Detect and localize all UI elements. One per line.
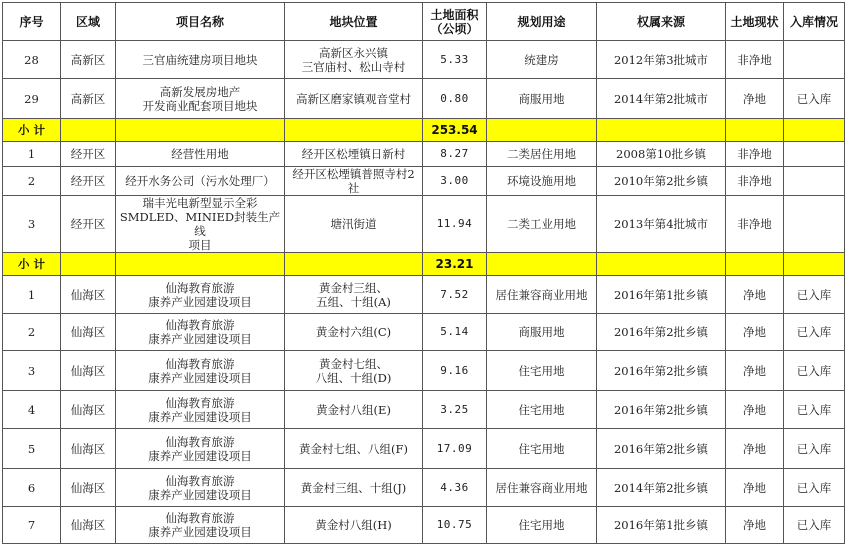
- table-row: [3, 167, 845, 196]
- table-row: [3, 391, 845, 429]
- cell-district: 仙海区: [61, 391, 116, 429]
- header-row: [3, 3, 845, 41]
- cell-location: 黄金村三组、十组(J): [285, 469, 423, 507]
- cell-storage-status: 已入库: [784, 351, 845, 391]
- cell-planned-use: [487, 253, 597, 276]
- cell-planned-use: 住宅用地: [487, 391, 597, 429]
- cell-serial: 6: [3, 469, 61, 507]
- cell-ownership-source: 2014年第2批乡镇: [597, 469, 726, 507]
- cell-planned-use: 住宅用地: [487, 351, 597, 391]
- cell-land-status: 非净地: [726, 41, 784, 79]
- cell-project-name: 高新发展房地产 开发商业配套项目地块: [116, 79, 285, 119]
- cell-serial: 29: [3, 79, 61, 119]
- cell-storage-status: [784, 142, 845, 167]
- cell-storage-status: 已入库: [784, 276, 845, 314]
- cell-project-name: 仙海教育旅游 康养产业园建设项目: [116, 507, 285, 544]
- cell-area: 3.25: [423, 391, 487, 429]
- cell-district: 仙海区: [61, 507, 116, 544]
- cell-area: 11.94: [423, 196, 487, 253]
- cell-project-name: 仙海教育旅游 康养产业园建设项目: [116, 391, 285, 429]
- cell-land-status: 净地: [726, 351, 784, 391]
- cell-planned-use: 环境设施用地: [487, 167, 597, 196]
- cell-location: [285, 253, 423, 276]
- cell-land-status: 非净地: [726, 142, 784, 167]
- table-row: [3, 351, 845, 391]
- cell-area: 5.33: [423, 41, 487, 79]
- cell-serial: 1: [3, 276, 61, 314]
- cell-district: 经开区: [61, 142, 116, 167]
- cell-ownership-source: [597, 253, 726, 276]
- cell-serial: 5: [3, 429, 61, 469]
- cell-location: 黄金村六组(C): [285, 314, 423, 351]
- cell-serial: 1: [3, 142, 61, 167]
- cell-area: 23.21: [423, 253, 487, 276]
- cell-serial: 2: [3, 167, 61, 196]
- cell-district: [61, 119, 116, 142]
- header-serial: 序号: [3, 3, 61, 41]
- cell-serial: 7: [3, 507, 61, 544]
- cell-project-name: 瑞丰光电新型显示全彩 SMDLED、MINIED封装生产线 项目: [116, 196, 285, 253]
- cell-location: [285, 119, 423, 142]
- cell-district: 仙海区: [61, 276, 116, 314]
- cell-land-status: 净地: [726, 79, 784, 119]
- cell-land-status: 净地: [726, 314, 784, 351]
- cell-project-name: 仙海教育旅游 康养产业园建设项目: [116, 429, 285, 469]
- header-location: 地块位置: [285, 3, 423, 41]
- cell-location: 高新区磨家镇观音堂村: [285, 79, 423, 119]
- cell-storage-status: [784, 119, 845, 142]
- cell-storage-status: [784, 253, 845, 276]
- cell-planned-use: 二类居住用地: [487, 142, 597, 167]
- cell-planned-use: 居住兼容商业用地: [487, 276, 597, 314]
- cell-serial: 2: [3, 314, 61, 351]
- cell-ownership-source: 2016年第1批乡镇: [597, 507, 726, 544]
- cell-ownership-source: 2013年第4批城市: [597, 196, 726, 253]
- cell-area: 9.16: [423, 351, 487, 391]
- cell-serial: 小 计: [3, 119, 61, 142]
- cell-serial: 4: [3, 391, 61, 429]
- cell-project-name: 仙海教育旅游 康养产业园建设项目: [116, 314, 285, 351]
- cell-ownership-source: 2008第10批乡镇: [597, 142, 726, 167]
- cell-land-status: 净地: [726, 469, 784, 507]
- cell-planned-use: 商服用地: [487, 79, 597, 119]
- cell-location: 高新区永兴镇 三官庙村、松山寺村: [285, 41, 423, 79]
- cell-area: 5.14: [423, 314, 487, 351]
- cell-project-name: [116, 119, 285, 142]
- cell-planned-use: 统建房: [487, 41, 597, 79]
- cell-land-status: 净地: [726, 507, 784, 544]
- cell-serial: 3: [3, 351, 61, 391]
- cell-storage-status: 已入库: [784, 429, 845, 469]
- cell-project-name: 三官庙统建房项目地块: [116, 41, 285, 79]
- cell-location: 经开区松堙镇日新村: [285, 142, 423, 167]
- table-row: [3, 469, 845, 507]
- cell-planned-use: [487, 119, 597, 142]
- cell-land-status: 净地: [726, 391, 784, 429]
- cell-ownership-source: 2016年第2批乡镇: [597, 429, 726, 469]
- header-project-name: 项目名称: [116, 3, 285, 41]
- header-storage-status: 入库情况: [784, 3, 845, 41]
- cell-storage-status: 已入库: [784, 79, 845, 119]
- cell-planned-use: 住宅用地: [487, 429, 597, 469]
- cell-area: 0.80: [423, 79, 487, 119]
- cell-area: 8.27: [423, 142, 487, 167]
- subtotal-row: [3, 119, 845, 142]
- cell-project-name: 经营性用地: [116, 142, 285, 167]
- cell-serial: 3: [3, 196, 61, 253]
- cell-storage-status: 已入库: [784, 469, 845, 507]
- cell-district: [61, 253, 116, 276]
- cell-area: 3.00: [423, 167, 487, 196]
- header-area: 土地面积 （公顷）: [423, 3, 487, 41]
- cell-district: 仙海区: [61, 351, 116, 391]
- cell-ownership-source: 2016年第2批乡镇: [597, 391, 726, 429]
- cell-storage-status: 已入库: [784, 507, 845, 544]
- cell-land-status: 净地: [726, 276, 784, 314]
- cell-planned-use: 商服用地: [487, 314, 597, 351]
- cell-location: 塘汛街道: [285, 196, 423, 253]
- table-row: [3, 429, 845, 469]
- cell-planned-use: 二类工业用地: [487, 196, 597, 253]
- cell-storage-status: [784, 196, 845, 253]
- cell-serial: 小 计: [3, 253, 61, 276]
- cell-planned-use: 住宅用地: [487, 507, 597, 544]
- cell-project-name: 仙海教育旅游 康养产业园建设项目: [116, 276, 285, 314]
- cell-district: 高新区: [61, 79, 116, 119]
- cell-storage-status: [784, 41, 845, 79]
- cell-location: 黄金村八组(E): [285, 391, 423, 429]
- cell-location: 黄金村七组、八组(F): [285, 429, 423, 469]
- cell-location: 黄金村三组、 五组、十组(A): [285, 276, 423, 314]
- cell-serial: 28: [3, 41, 61, 79]
- table-row: [3, 41, 845, 79]
- cell-land-status: 非净地: [726, 167, 784, 196]
- table-row: [3, 79, 845, 119]
- cell-project-name: 经开水务公司（污水处理厂）: [116, 167, 285, 196]
- table-row: [3, 196, 845, 253]
- cell-storage-status: [784, 167, 845, 196]
- subtotal-row: [3, 253, 845, 276]
- cell-area: 17.09: [423, 429, 487, 469]
- cell-district: 仙海区: [61, 469, 116, 507]
- cell-project-name: 仙海教育旅游 康养产业园建设项目: [116, 469, 285, 507]
- cell-land-status: [726, 253, 784, 276]
- table-row: [3, 142, 845, 167]
- cell-ownership-source: [597, 119, 726, 142]
- cell-ownership-source: 2014年第2批城市: [597, 79, 726, 119]
- cell-district: 经开区: [61, 196, 116, 253]
- header-ownership-source: 权属来源: [597, 3, 726, 41]
- table-row: [3, 507, 845, 544]
- cell-district: 经开区: [61, 167, 116, 196]
- cell-location: 经开区松堙镇普照寺村2社: [285, 167, 423, 196]
- cell-ownership-source: 2010年第2批乡镇: [597, 167, 726, 196]
- cell-planned-use: 居住兼容商业用地: [487, 469, 597, 507]
- table-row: [3, 276, 845, 314]
- cell-ownership-source: 2016年第1批乡镇: [597, 276, 726, 314]
- cell-area: 7.52: [423, 276, 487, 314]
- cell-land-status: 净地: [726, 429, 784, 469]
- cell-project-name: [116, 253, 285, 276]
- cell-district: 高新区: [61, 41, 116, 79]
- table-row: [3, 314, 845, 351]
- cell-land-status: 非净地: [726, 196, 784, 253]
- cell-location: 黄金村八组(H): [285, 507, 423, 544]
- cell-ownership-source: 2016年第2批乡镇: [597, 351, 726, 391]
- cell-district: 仙海区: [61, 314, 116, 351]
- header-planned-use: 规划用途: [487, 3, 597, 41]
- cell-district: 仙海区: [61, 429, 116, 469]
- cell-storage-status: 已入库: [784, 314, 845, 351]
- header-district: 区域: [61, 3, 116, 41]
- land-table: [2, 2, 845, 544]
- cell-storage-status: 已入库: [784, 391, 845, 429]
- cell-land-status: [726, 119, 784, 142]
- cell-area: 4.36: [423, 469, 487, 507]
- cell-area: 10.75: [423, 507, 487, 544]
- cell-location: 黄金村七组、 八组、十组(D): [285, 351, 423, 391]
- header-land-status: 土地现状: [726, 3, 784, 41]
- cell-ownership-source: 2012年第3批城市: [597, 41, 726, 79]
- cell-project-name: 仙海教育旅游 康养产业园建设项目: [116, 351, 285, 391]
- cell-area: 253.54: [423, 119, 487, 142]
- cell-ownership-source: 2016年第2批乡镇: [597, 314, 726, 351]
